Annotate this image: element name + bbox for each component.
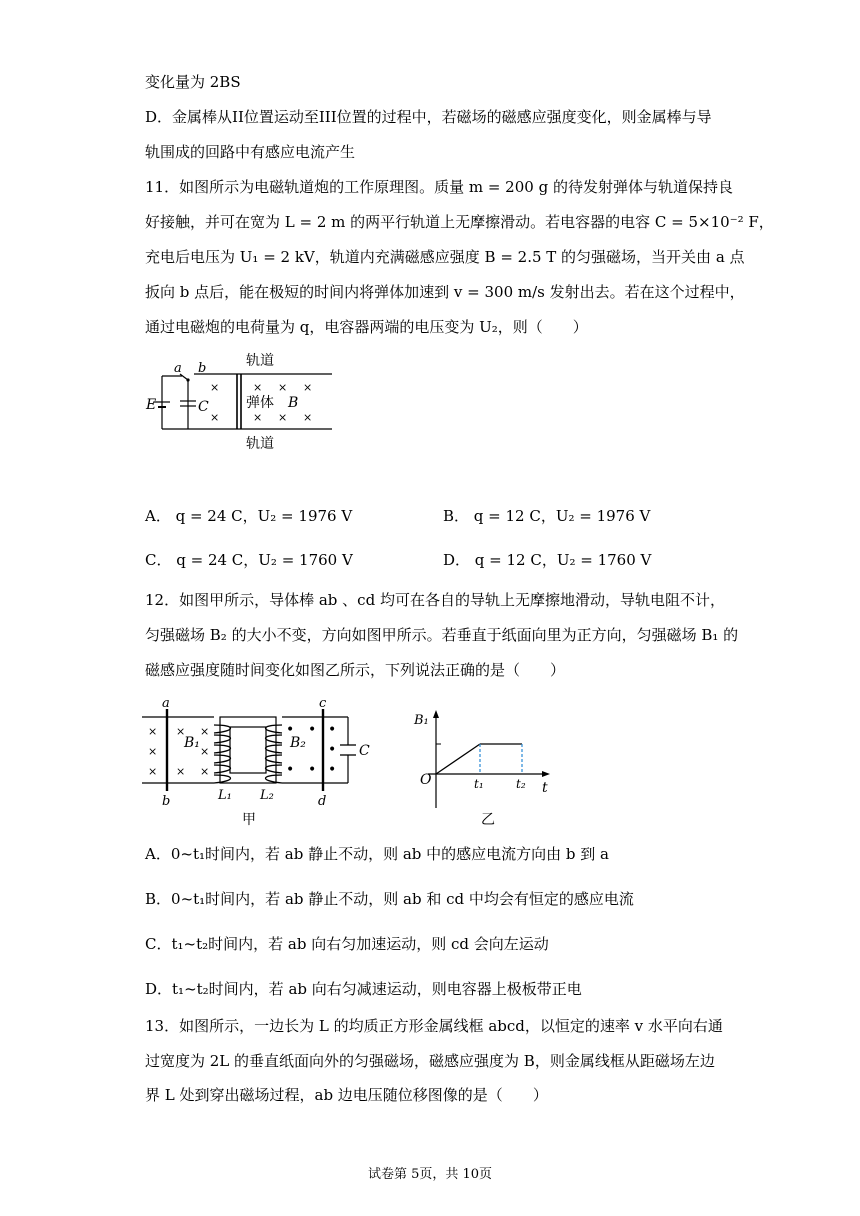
q13-stem-line-3: 界 L 处到穿出磁场过程，ab 边电压随位移图像的是（ ） bbox=[145, 1086, 548, 1104]
source-label: E bbox=[146, 397, 157, 413]
capacitor-label: C bbox=[198, 399, 209, 415]
y-axis-label: B₁ bbox=[414, 713, 429, 728]
q11-option-d[interactable]: D． q = 12 C，U₂ = 1760 V bbox=[443, 551, 652, 569]
q10-option-d-line2: 轨围成的回路中有感应电流产生 bbox=[145, 143, 356, 161]
svg-text:×: × bbox=[210, 381, 220, 394]
label-d: d bbox=[318, 794, 327, 809]
q12-figure-yi bbox=[408, 708, 558, 828]
q12-figure-jia bbox=[142, 695, 382, 830]
label-c: c bbox=[319, 696, 327, 711]
t1-label: t₁ bbox=[474, 777, 484, 791]
svg-text:•: • bbox=[286, 722, 295, 738]
svg-text:×: × bbox=[303, 381, 313, 394]
q11-option-b[interactable]: B． q = 12 C，U₂ = 1976 V bbox=[443, 507, 651, 525]
q11-option-a[interactable]: A． q = 24 C，U₂ = 1976 V bbox=[145, 507, 353, 525]
x-axis-label: t bbox=[542, 780, 548, 796]
coil-L2 bbox=[266, 725, 283, 783]
svg-text:×: × bbox=[278, 381, 288, 394]
q13-stem-line-1: 13．如图所示，一边长为 L 的均质正方形金属线框 abcd，以恒定的速率 v 水平向右通 bbox=[145, 1017, 723, 1035]
svg-text:×: × bbox=[303, 411, 313, 424]
svg-text:×: × bbox=[176, 725, 186, 738]
svg-text:×: × bbox=[148, 765, 158, 778]
q11-option-c[interactable]: C． q = 24 C，U₂ = 1760 V bbox=[145, 551, 353, 569]
switch-b-label: b bbox=[198, 361, 207, 376]
label-a: a bbox=[162, 696, 170, 711]
rail-bottom-label: 轨道 bbox=[246, 436, 274, 452]
q11-stem-line-3: 充电后电压为 U₁ = 2 kV，轨道内充满磁感应强度 B = 2.5 T 的匀强磁场，当开关由 a 点 bbox=[145, 248, 745, 266]
page-footer: 试卷第 5页，共 10页 bbox=[367, 1167, 493, 1182]
svg-text:×: × bbox=[278, 411, 288, 424]
q11-stem-line-4: 扳向 b 点后，能在极短的时间内将弹体加速到 v = 300 m/s 发射出去。若在这个过程中， bbox=[145, 283, 745, 301]
svg-text:•: • bbox=[308, 722, 317, 738]
caption-yi: 乙 bbox=[481, 812, 495, 828]
q11-stem-line-2: 好接触，并可在宽为 L = 2 m 的两平行轨道上无摩擦滑动。若电容器的电容 C = 5×10⁻² F， bbox=[145, 213, 774, 231]
q12-option-d[interactable]: D．t₁~t₂时间内，若 ab 向右匀减速运动，则电容器上极板带正电 bbox=[145, 980, 582, 998]
field-label: B bbox=[288, 395, 299, 411]
rail-top-label: 轨道 bbox=[246, 353, 274, 369]
q13-stem-line-2: 过宽度为 2L 的垂直纸面向外的匀强磁场，磁感应强度为 B，则金属线框从距磁场左边 bbox=[145, 1052, 715, 1070]
q12-option-b[interactable]: B．0~t₁时间内，若 ab 静止不动，则 ab 和 cd 中均会有恒定的感应电流 bbox=[145, 890, 634, 908]
svg-text:×: × bbox=[210, 411, 220, 424]
label-L2: L₂ bbox=[260, 788, 274, 803]
svg-text:×: × bbox=[148, 725, 158, 738]
q12-stem-line-1: 12．如图甲所示，导体棒 ab 、cd 均可在各自的导轨上无摩擦地滑动，导轨电阻不计， bbox=[145, 591, 725, 609]
q11-stem-line-5: 通过电磁炮的电荷量为 q，电容器两端的电压变为 U₂，则（ ） bbox=[145, 318, 588, 336]
label-B1: B₁ bbox=[184, 735, 200, 751]
q10-option-d-line1: D．金属棒从II位置运动至III位置的过程中，若磁场的磁感应强度变化，则金属棒与导 bbox=[145, 108, 712, 126]
q11-stem-line-1: 11．如图所示为电磁轨道炮的工作原理图。质量 m = 200 g 的待发射弹体与轨道保持良 bbox=[145, 178, 733, 196]
origin-label: O bbox=[420, 772, 432, 788]
t2-label: t₂ bbox=[516, 777, 526, 791]
projectile-label: 弹体 bbox=[246, 395, 274, 411]
svg-text:•: • bbox=[286, 762, 295, 778]
label-b: b bbox=[162, 794, 171, 809]
svg-text:×: × bbox=[200, 745, 210, 758]
q12-stem-line-3: 磁感应强度随时间变化如图乙所示，下列说法正确的是（ ） bbox=[145, 661, 566, 679]
caption-jia: 甲 bbox=[242, 812, 256, 828]
svg-text:×: × bbox=[200, 725, 210, 738]
label-B2: B₂ bbox=[290, 735, 306, 751]
svg-text:×: × bbox=[253, 381, 263, 394]
svg-text:•: • bbox=[308, 762, 317, 778]
coil-L1 bbox=[214, 725, 231, 783]
svg-text:×: × bbox=[176, 765, 186, 778]
svg-text:•: • bbox=[328, 722, 337, 738]
q12-option-c[interactable]: C．t₁~t₂时间内，若 ab 向右匀加速运动，则 cd 会向左运动 bbox=[145, 935, 549, 953]
q12-option-a[interactable]: A．0~t₁时间内，若 ab 静止不动，则 ab 中的感应电流方向由 b 到 a bbox=[145, 845, 609, 863]
svg-text:×: × bbox=[200, 765, 210, 778]
label-L1: L₁ bbox=[218, 788, 232, 803]
svg-text:•: • bbox=[328, 742, 337, 758]
switch-a-label: a bbox=[174, 361, 182, 376]
q12-stem-line-2: 匀强磁场 B₂ 的大小不变，方向如图甲所示。若垂直于纸面向里为正方向，匀强磁场 B₁ 的 bbox=[145, 626, 739, 644]
q10-option-c-end: 变化量为 2BS bbox=[145, 73, 241, 91]
b1-ramp bbox=[436, 744, 480, 774]
svg-text:×: × bbox=[253, 411, 263, 424]
svg-text:•: • bbox=[328, 762, 337, 778]
label-C: C bbox=[359, 743, 370, 759]
q11-railgun-figure bbox=[140, 350, 340, 455]
svg-text:×: × bbox=[148, 745, 158, 758]
